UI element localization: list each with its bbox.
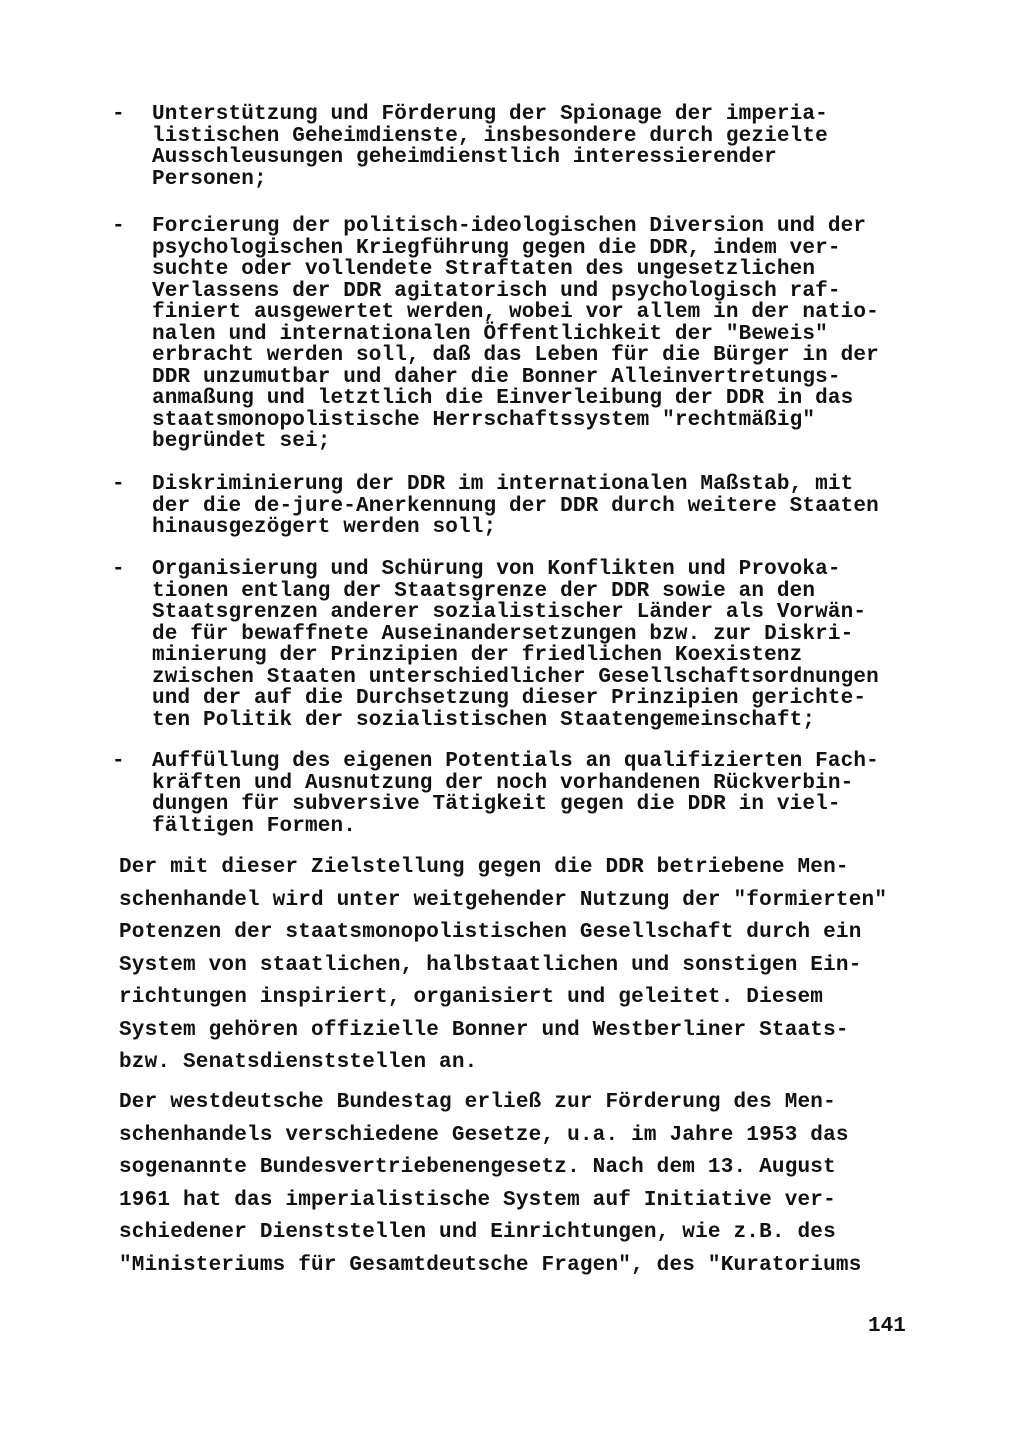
bullet-dash: - [112, 473, 125, 496]
bullet-text: Unterstützung und Förderung der Spionage der imperia- listischen Geheimdienste, insbesondere durch gezielte Ausschleusungen geheimdienstlich interessierender Personen; [152, 103, 828, 191]
body-paragraph: Der mit dieser Zielstellung gegen die DDR betriebene Men- schenhandel wird unter weitgehender Nutzung der "formierten" Potenzen der staatsmonopolistischen Gesellschaft durch ein System von staatlichen, halbstaatlichen und sonstigen Ein- richtungen inspiriert, organisiert und geleitet. Diesem System gehören offizielle Bonner und Westberliner Staats- bzw. Senatsdienststellen an. [119, 856, 888, 1074]
bullet-dash: - [112, 558, 125, 581]
bullet-text: Auffüllung des eigenen Potentials an qualifizierten Fach- kräften und Ausnutzung der noch vorhandenen Rückverbin- dungen für subversive Tätigkeit gegen die DDR in viel- fältigen Formen. [152, 750, 879, 838]
bullet-dash: - [112, 215, 125, 238]
body-paragraph: Der westdeutsche Bundestag erließ zur Förderung des Men- schenhandels verschiedene Gesetze, u.a. im Jahre 1953 das sogenannte Bundesvertriebenengesetz. Nach dem 13. August 1961 hat das imperialistische System auf Initiative ver- schiedener Dienststellen und Einrichtungen, wie z.B. des "Ministeriums für Gesamtdeutsche Fragen", des "Kuratoriums [119, 1091, 862, 1277]
bullet-dash: - [112, 103, 125, 126]
bullet-dash: - [112, 750, 125, 773]
bullet-text: Forcierung der politisch-ideologischen Diversion und der psychologischen Kriegführung gegen die DDR, indem ver- suchte oder vollendete Straftaten des ungesetzlichen Verlassens der DDR agitatorisch und psychologisch raf- finiert ausgewertet werden, wobei vor allem in der natio- nalen und internationalen Öffentlichkeit der "Beweis" erbracht werden soll, daß das Leben für die Bürger in der DDR unzumutbar und daher die Bonner Alleinvertretungs- anmaßung und letztlich die Einverleibung der DDR in das staatsmonopolistische Herrschaftssystem "rechtmäßig" begründet sei; [152, 215, 879, 453]
bullet-text: Organisierung und Schürung von Konflikten und Provoka- tionen entlang der Staatsgrenze der DDR sowie an den Staatsgrenzen anderer sozialistischer Länder als Vorwän- de für bewaffnete Auseinandersetzungen bzw. zur Diskri- minierung der Prinzipien der friedlichen Koexistenz zwischen Staaten unterschiedlicher Gesellschaftsordnungen und der auf die Durchsetzung dieser Prinzipien gerichte- ten Politik der sozialistischen Staatengemeinschaft; [152, 558, 879, 732]
page-number: 141 [868, 1315, 906, 1338]
bullet-text: Diskriminierung der DDR im internationalen Maßstab, mit der die de-jure-Anerkennung der DDR durch weitere Staaten hinausgezögert werden soll; [152, 473, 879, 539]
